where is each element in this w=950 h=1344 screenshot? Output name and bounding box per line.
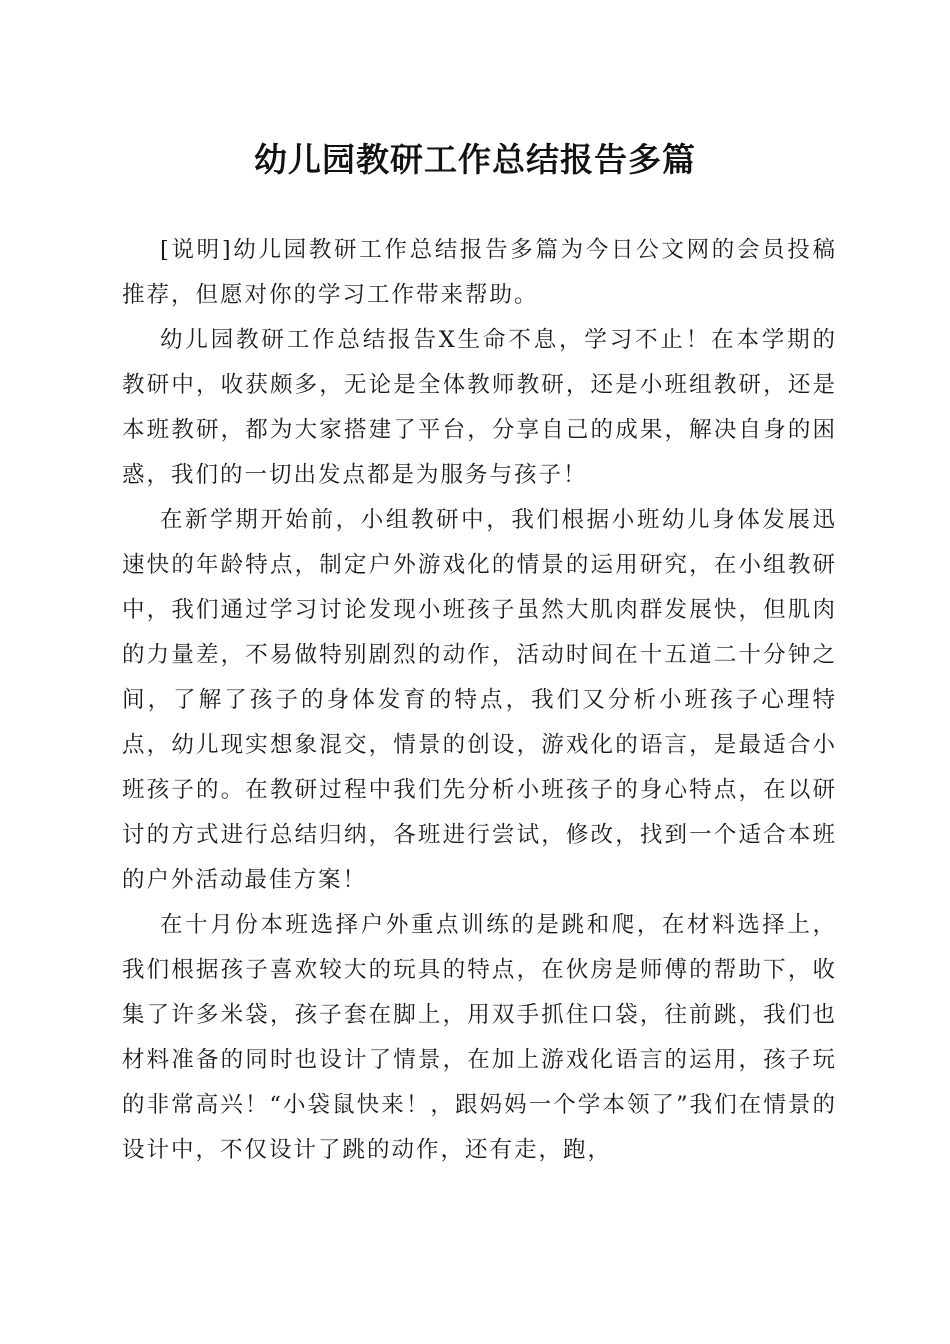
- paragraph-intro: [说明]幼儿园教研工作总结报告多篇为今日公文网的会员投稿推荐，但愿对你的学习工作带来帮助。: [122, 237, 837, 308]
- paragraph-2: 在新学期开始前，小组教研中，我们根据小班幼儿身体发展迅速快的年龄特点，制定户外游戏化的情景的运用研究，在小组教研中，我们通过学习讨论发现小班孩子虽然大肌肉群发展快，但肌肉的力量差，不易做特别剧烈的动作，活动时间在十五道二十分钟之间，了解了孩子的身体发育的特点，我们又分析小班孩子心理特点，幼儿现实想象混交，情景的创设，游戏化的语言，是最适合小班孩子的。在教研过程中我们先分析小班孩子的身心特点，在以研讨的方式进行总结归纳，各班进行尝试，修改，找到一个适合本班的户外活动最佳方案！: [122, 507, 837, 893]
- paragraph-1: 幼儿园教研工作总结报告X生命不息，学习不止！在本学期的教研中，收获颇多，无论是全体教师教研，还是小班组教研，还是本班教研，都为大家搭建了平台，分享自己的成果，解决自身的困惑，我们的一切出发点都是为服务与孩子！: [122, 327, 837, 488]
- document-title: 幼儿园教研工作总结报告多篇: [254, 140, 696, 179]
- paragraph-3: 在十月份本班选择户外重点训练的是跳和爬，在材料选择上，我们根据孩子喜欢较大的玩具的特点，在伙房是师傅的帮助下，收集了许多米袋，孩子套在脚上，用双手抓住口袋，往前跳，我们也材料准备的同时也设计了情景，在加上游戏化语言的运用，孩子玩的非常高兴！“小袋鼠快来！，跟妈妈一个学本领了”我们在情景的设计中，不仅设计了跳的动作，还有走，跑，: [122, 912, 837, 1163]
- document-body: [122, 228, 837, 1173]
